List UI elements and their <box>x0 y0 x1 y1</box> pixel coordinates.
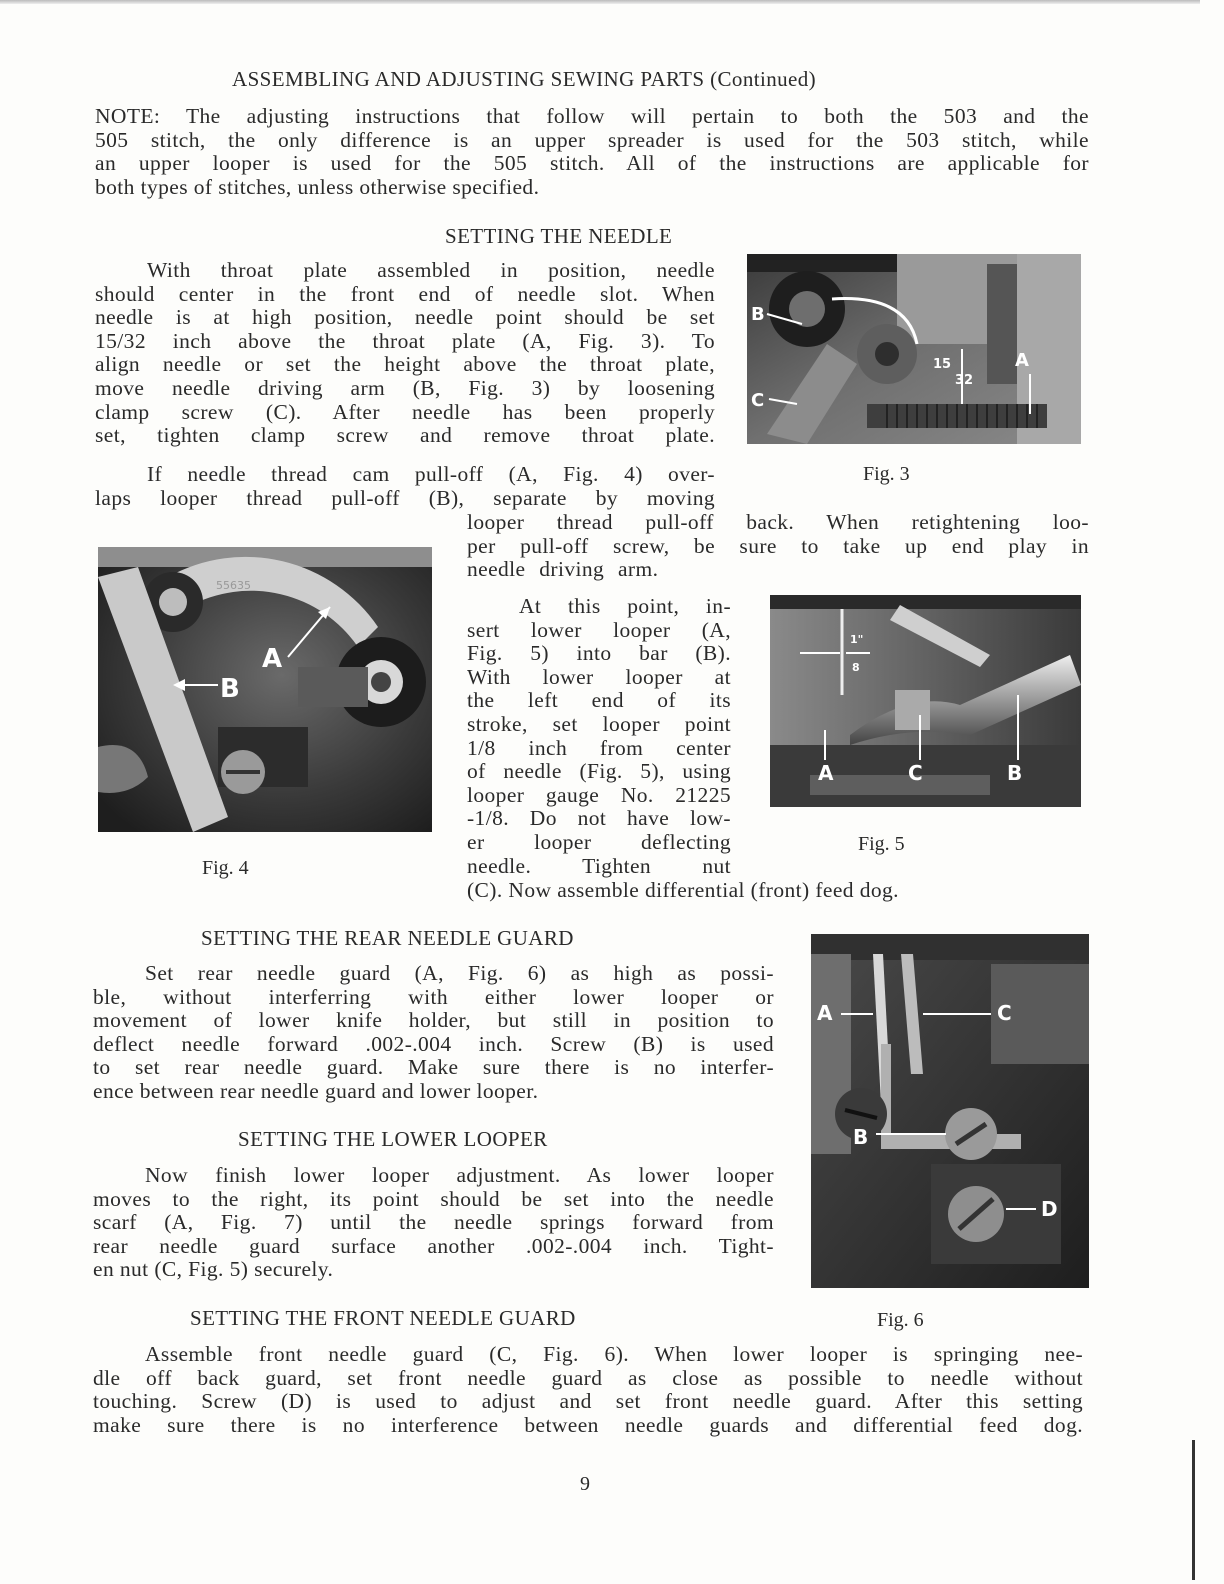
text-line: With lower looper at <box>467 665 731 689</box>
fig6-label-b: B <box>853 1125 869 1149</box>
figure-5-caption: Fig. 5 <box>858 833 905 855</box>
text-line: sert lower looper (A, <box>467 618 731 642</box>
fig5-label-b: B <box>1007 761 1023 785</box>
fig3-label-15: 15 <box>933 357 952 372</box>
text-line: make sure there is no interference between needle guards and differential feed dog. <box>93 1413 1083 1437</box>
text-line: move needle driving arm (B, Fig. 3) by loosening <box>95 376 715 400</box>
fig5-label-inch: 1" <box>850 633 864 646</box>
note-line: NOTE: The adjusting instructions that follow will pertain to both the 503 and the <box>95 105 1089 128</box>
text-line: clamp screw (C). After needle has been properly <box>95 400 715 424</box>
text-line: align needle or set the height above the throat plate, <box>95 353 715 377</box>
note-paragraph <box>95 105 1089 199</box>
page-top-border <box>0 0 1200 4</box>
note-line: an upper looper is used for the 505 stitch. All of the instructions are applicable for <box>95 152 1089 176</box>
fig6-label-d: D <box>1041 1197 1058 1221</box>
page-right-edge-mark <box>1192 1440 1195 1580</box>
text-line: touching. Screw (D) is used to adjust and set front needle guard. After this setting <box>93 1390 1083 1414</box>
text-line: set, tighten clamp screw and remove throat plate. <box>95 424 715 448</box>
fig3-label-a: A <box>1015 350 1029 371</box>
lower-looper-paragraph <box>93 1164 774 1282</box>
text-line: (C). Now assemble differential (front) feed dog. <box>467 878 899 902</box>
figure-4-caption: Fig. 4 <box>202 857 249 879</box>
text-line: moves to the right, its point should be set into the needle <box>93 1187 774 1211</box>
text-line: -1/8. Do not have low- <box>467 807 731 831</box>
text-line: dle off back guard, set front needle guard as close as possible to needle without <box>93 1366 1083 1390</box>
pull-off-paragraph-start <box>95 463 715 510</box>
text-line: the left end of its <box>467 689 731 713</box>
fig5-label-a: A <box>818 761 834 785</box>
text-line: needle is at high position, needle point should be set <box>95 306 715 330</box>
fig5-label-c: C <box>908 761 923 785</box>
rear-guard-paragraph <box>93 962 774 1104</box>
page-title: ASSEMBLING AND ADJUSTING SEWING PARTS (Continued) <box>232 67 817 91</box>
heading-rear-needle-guard: SETTING THE REAR NEEDLE GUARD <box>201 926 574 950</box>
fig3-label-b: B <box>751 304 765 325</box>
heading-lower-looper: SETTING THE LOWER LOOPER <box>238 1127 548 1151</box>
fig4-label-a: A <box>262 644 283 674</box>
figure-5-photo <box>770 595 1081 807</box>
pull-off-paragraph-end <box>467 511 1089 582</box>
setting-needle-paragraph <box>95 259 715 448</box>
fig6-label-c: C <box>997 1001 1012 1025</box>
text-line: per pull-off screw, be sure to take up end play in <box>467 534 1089 558</box>
fig3-label-32: 32 <box>955 373 974 388</box>
text-line: Now finish lower looper adjustment. As lower looper <box>145 1164 774 1187</box>
text-line: ence between rear needle guard and lower looper. <box>93 1079 539 1103</box>
text-line: scarf (A, Fig. 7) until the needle springs forward from <box>93 1211 774 1235</box>
text-line: Assemble front needle guard (C, Fig. 6). When lower looper is springing nee- <box>145 1343 1083 1366</box>
text-line: 15/32 inch above the throat plate (A, Fig. 3). To <box>95 329 715 353</box>
figure-4-photo <box>98 547 432 832</box>
text-line: needle driving arm. <box>467 558 659 582</box>
figure-6-photo <box>811 934 1089 1288</box>
text-line: If needle thread cam pull-off (A, Fig. 4) over- <box>147 463 715 486</box>
text-line: stroke, set looper point <box>467 712 731 736</box>
fig4-label-b: B <box>220 674 240 704</box>
text-line: At this point, in- <box>519 595 731 618</box>
text-line: to set rear needle guard. Make sure there is no interfer- <box>93 1056 774 1080</box>
fig6-label-a: A <box>817 1001 833 1025</box>
figure-3-photo <box>747 254 1081 444</box>
note-line: 505 stitch, the only difference is an upper spreader is used for the 503 stitch, while <box>95 128 1089 152</box>
figure-6-caption: Fig. 6 <box>877 1309 924 1331</box>
text-line: ble, without interferring with either lower looper or <box>93 985 774 1009</box>
text-line: movement of lower knife holder, but still in position to <box>93 1009 774 1033</box>
text-line: looper gauge No. 21225 <box>467 783 731 807</box>
text-line: deflect needle forward .002-.004 inch. Screw (B) is used <box>93 1032 774 1056</box>
text-line: en nut (C, Fig. 5) securely. <box>93 1258 334 1282</box>
text-line: rear needle guard surface another .002-.004 inch. Tight- <box>93 1234 774 1258</box>
text-line: 1/8 inch from center <box>467 736 731 760</box>
text-line: er looper deflecting <box>467 830 731 854</box>
page-number: 9 <box>580 1473 590 1495</box>
lower-looper-insert-paragraph <box>467 595 731 878</box>
text-line: Fig. 5) into bar (B). <box>467 642 731 666</box>
note-line: both types of stitches, unless otherwise specified. <box>95 175 540 199</box>
text-line: looper thread pull-off back. When retightening loo- <box>467 511 1089 534</box>
heading-front-needle-guard: SETTING THE FRONT NEEDLE GUARD <box>190 1306 576 1330</box>
fig3-label-c: C <box>751 390 765 411</box>
text-line: Set rear needle guard (A, Fig. 6) as high as possi- <box>145 962 774 985</box>
heading-setting-needle: SETTING THE NEEDLE <box>445 224 673 248</box>
text-line: needle. Tighten nut <box>467 854 731 878</box>
text-line: With throat plate assembled in position, needle <box>147 259 715 282</box>
front-guard-paragraph <box>93 1343 1083 1437</box>
text-line: should center in the front end of needle slot. When <box>95 282 715 306</box>
text-line: laps looper thread pull-off (B), separate by moving <box>95 486 715 510</box>
text-line: of needle (Fig. 5), using <box>467 760 731 784</box>
figure-3-caption: Fig. 3 <box>863 463 910 485</box>
fig4-part-number-stamp: 55635 <box>216 579 251 592</box>
fig5-label-eighth: 8 <box>852 661 860 674</box>
